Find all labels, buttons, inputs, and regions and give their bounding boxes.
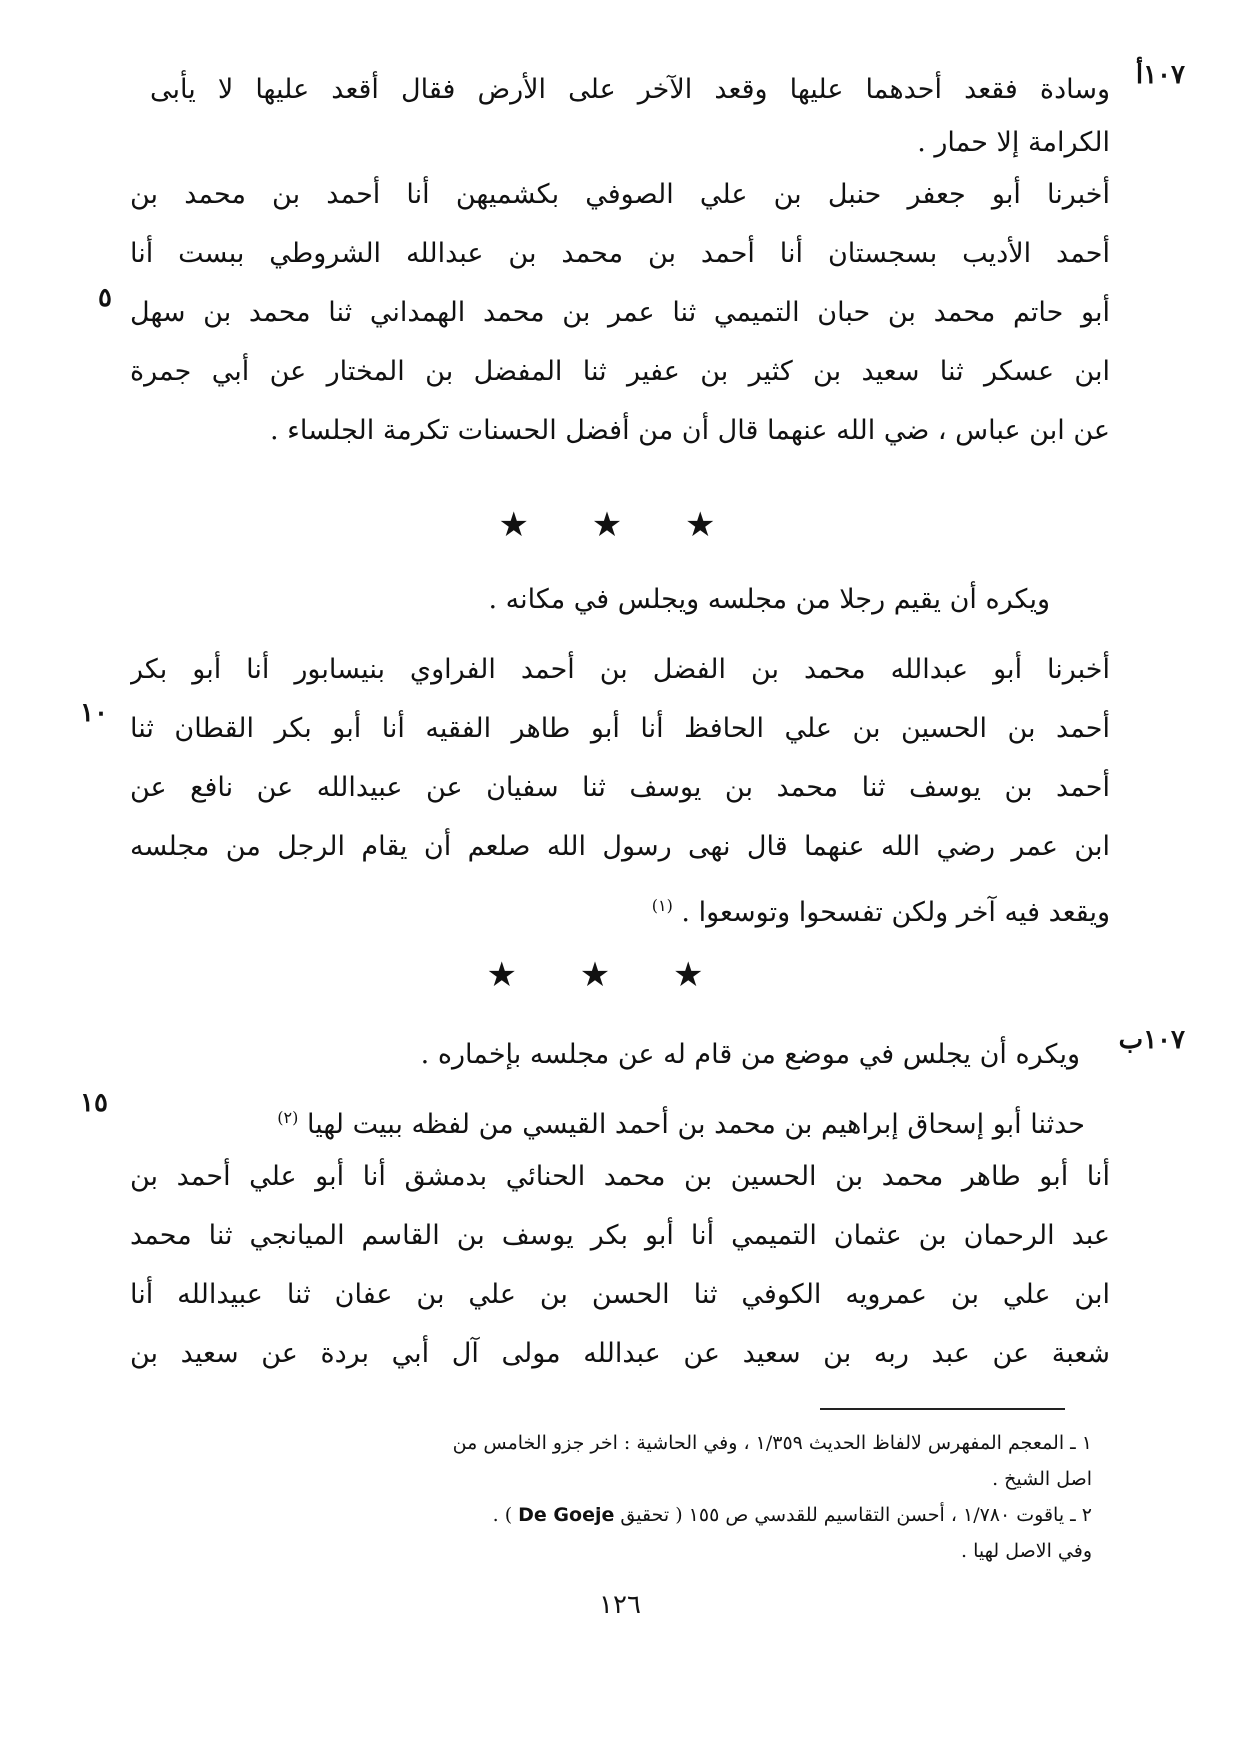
text-line: أخبرنا أبو جعفر حنبل بن علي الصوفي بكشميهن أنا أحمد بن محمد بن (130, 179, 1110, 210)
text-line: وسادة فقعد أحدهما عليها وقعد الآخر على الأرض فقال أقعد عليها لا يأبى (150, 74, 1110, 105)
star-separator: ★ ★ ★ (498, 505, 742, 545)
text-line: الكرامة إلا حمار . (917, 127, 1110, 158)
text-line (130, 876, 1110, 935)
footnote-ref: (٢) (277, 1108, 299, 1127)
footnote-2-text: ٢ ـ ياقوت ١/٧٨٠ ، أحسن التقاسيم للقدسي ص ١٥٥ ( تحقيق (620, 1504, 1092, 1526)
text-line-content: حدثنا أبو إسحاق إبراهيم بن محمد بن أحمد القيسي من لفظه ببيت لهيا (306, 1109, 1085, 1140)
section-107b (150, 1025, 1185, 1084)
line-number-margin: ١٥ (80, 1088, 108, 1118)
heading-text: ويكره أن يجلس في موضع من قام له عن مجلسه بإخماره . (420, 1039, 1080, 1070)
text-line: عن ابن عباس ، ضي الله عنهما قال أن من أفضل الحسنات تكرمة الجلساء . (269, 415, 1110, 446)
footnote-2-latin: De Goeje (518, 1504, 615, 1526)
paragraph-1 (98, 165, 1110, 460)
footnote-1: ١ ـ المعجم المفهرس لالفاظ الحديث ١/٣٥٩ ، وفي الحاشية : اخر جزو الخامس من (452, 1432, 1092, 1454)
entry-number: ١٠٧أ (1135, 60, 1185, 90)
paragraph-3 (80, 1088, 1110, 1383)
text-line: أحمد بن يوسف ثنا محمد بن يوسف ثنا سفيان عن عبيدالله عن نافع عن (130, 772, 1110, 803)
section-107a (150, 60, 1185, 172)
footnote-2-end: ) . (492, 1504, 513, 1526)
text-line (130, 1088, 1110, 1147)
text-line-content: ويقعد فيه آخر ولكن تفسحوا وتوسعوا . (681, 897, 1110, 928)
footnote-2 (142, 1497, 1092, 1533)
text-line: أنا أبو طاهر محمد بن الحسين بن محمد الحنائي بدمشق أنا أبو علي أحمد بن (130, 1161, 1110, 1192)
footnotes (142, 1425, 1092, 1569)
footnote-2-cont: وفي الاصل لهيا . (961, 1540, 1092, 1562)
text-line: شعبة عن عبد ربه بن سعيد عن عبدالله مولى آل أبي بردة عن سعيد بن (130, 1338, 1110, 1369)
text-line: عبد الرحمان بن عثمان التميمي أنا أبو بكر يوسف بن القاسم الميانجي ثنا محمد (130, 1220, 1110, 1251)
chapter-heading (150, 570, 1110, 629)
heading-text: ويكره أن يقيم رجلا من مجلسه ويجلس في مكانه . (488, 584, 1050, 615)
text-line: ابن علي بن عمرويه الكوفي ثنا الحسن بن علي بن عفان ثنا عبيدالله أنا (130, 1279, 1110, 1310)
footnote-divider (820, 1408, 1065, 1410)
text-line: أحمد الأديب بسجستان أنا أحمد بن محمد بن عبدالله الشروطي ببست أنا (130, 238, 1110, 269)
entry-number: ١٠٧ب (1118, 1025, 1185, 1055)
footnote-ref: (١) (651, 896, 673, 915)
footnote-1-cont: اصل الشيخ . (992, 1468, 1092, 1490)
text-line: أخبرنا أبو عبدالله محمد بن الفضل بن أحمد الفراوي بنيسابور أنا أبو بكر (130, 654, 1110, 685)
paragraph-2 (80, 640, 1110, 935)
text-line: ابن عسكر ثنا سعيد بن كثير بن عفير ثنا المفضل بن المختار عن أبي جمرة (130, 356, 1110, 387)
star-separator: ★ ★ ★ (486, 955, 730, 995)
page-number: ١٢٦ (599, 1590, 641, 1620)
text-line: ابن عمر رضي الله عنهما قال نهى رسول الله صلعم أن يقام الرجل من مجلسه (130, 831, 1110, 862)
text-line: أحمد بن الحسين بن علي الحافظ أنا أبو طاهر الفقيه أنا أبو بكر القطان ثنا (130, 713, 1110, 744)
line-number-margin: ١٠ (80, 698, 108, 728)
line-number-margin: ٥ (98, 283, 112, 313)
text-line: أبو حاتم محمد بن حبان التميمي ثنا عمر بن محمد الهمداني ثنا محمد بن سهل (130, 297, 1110, 328)
